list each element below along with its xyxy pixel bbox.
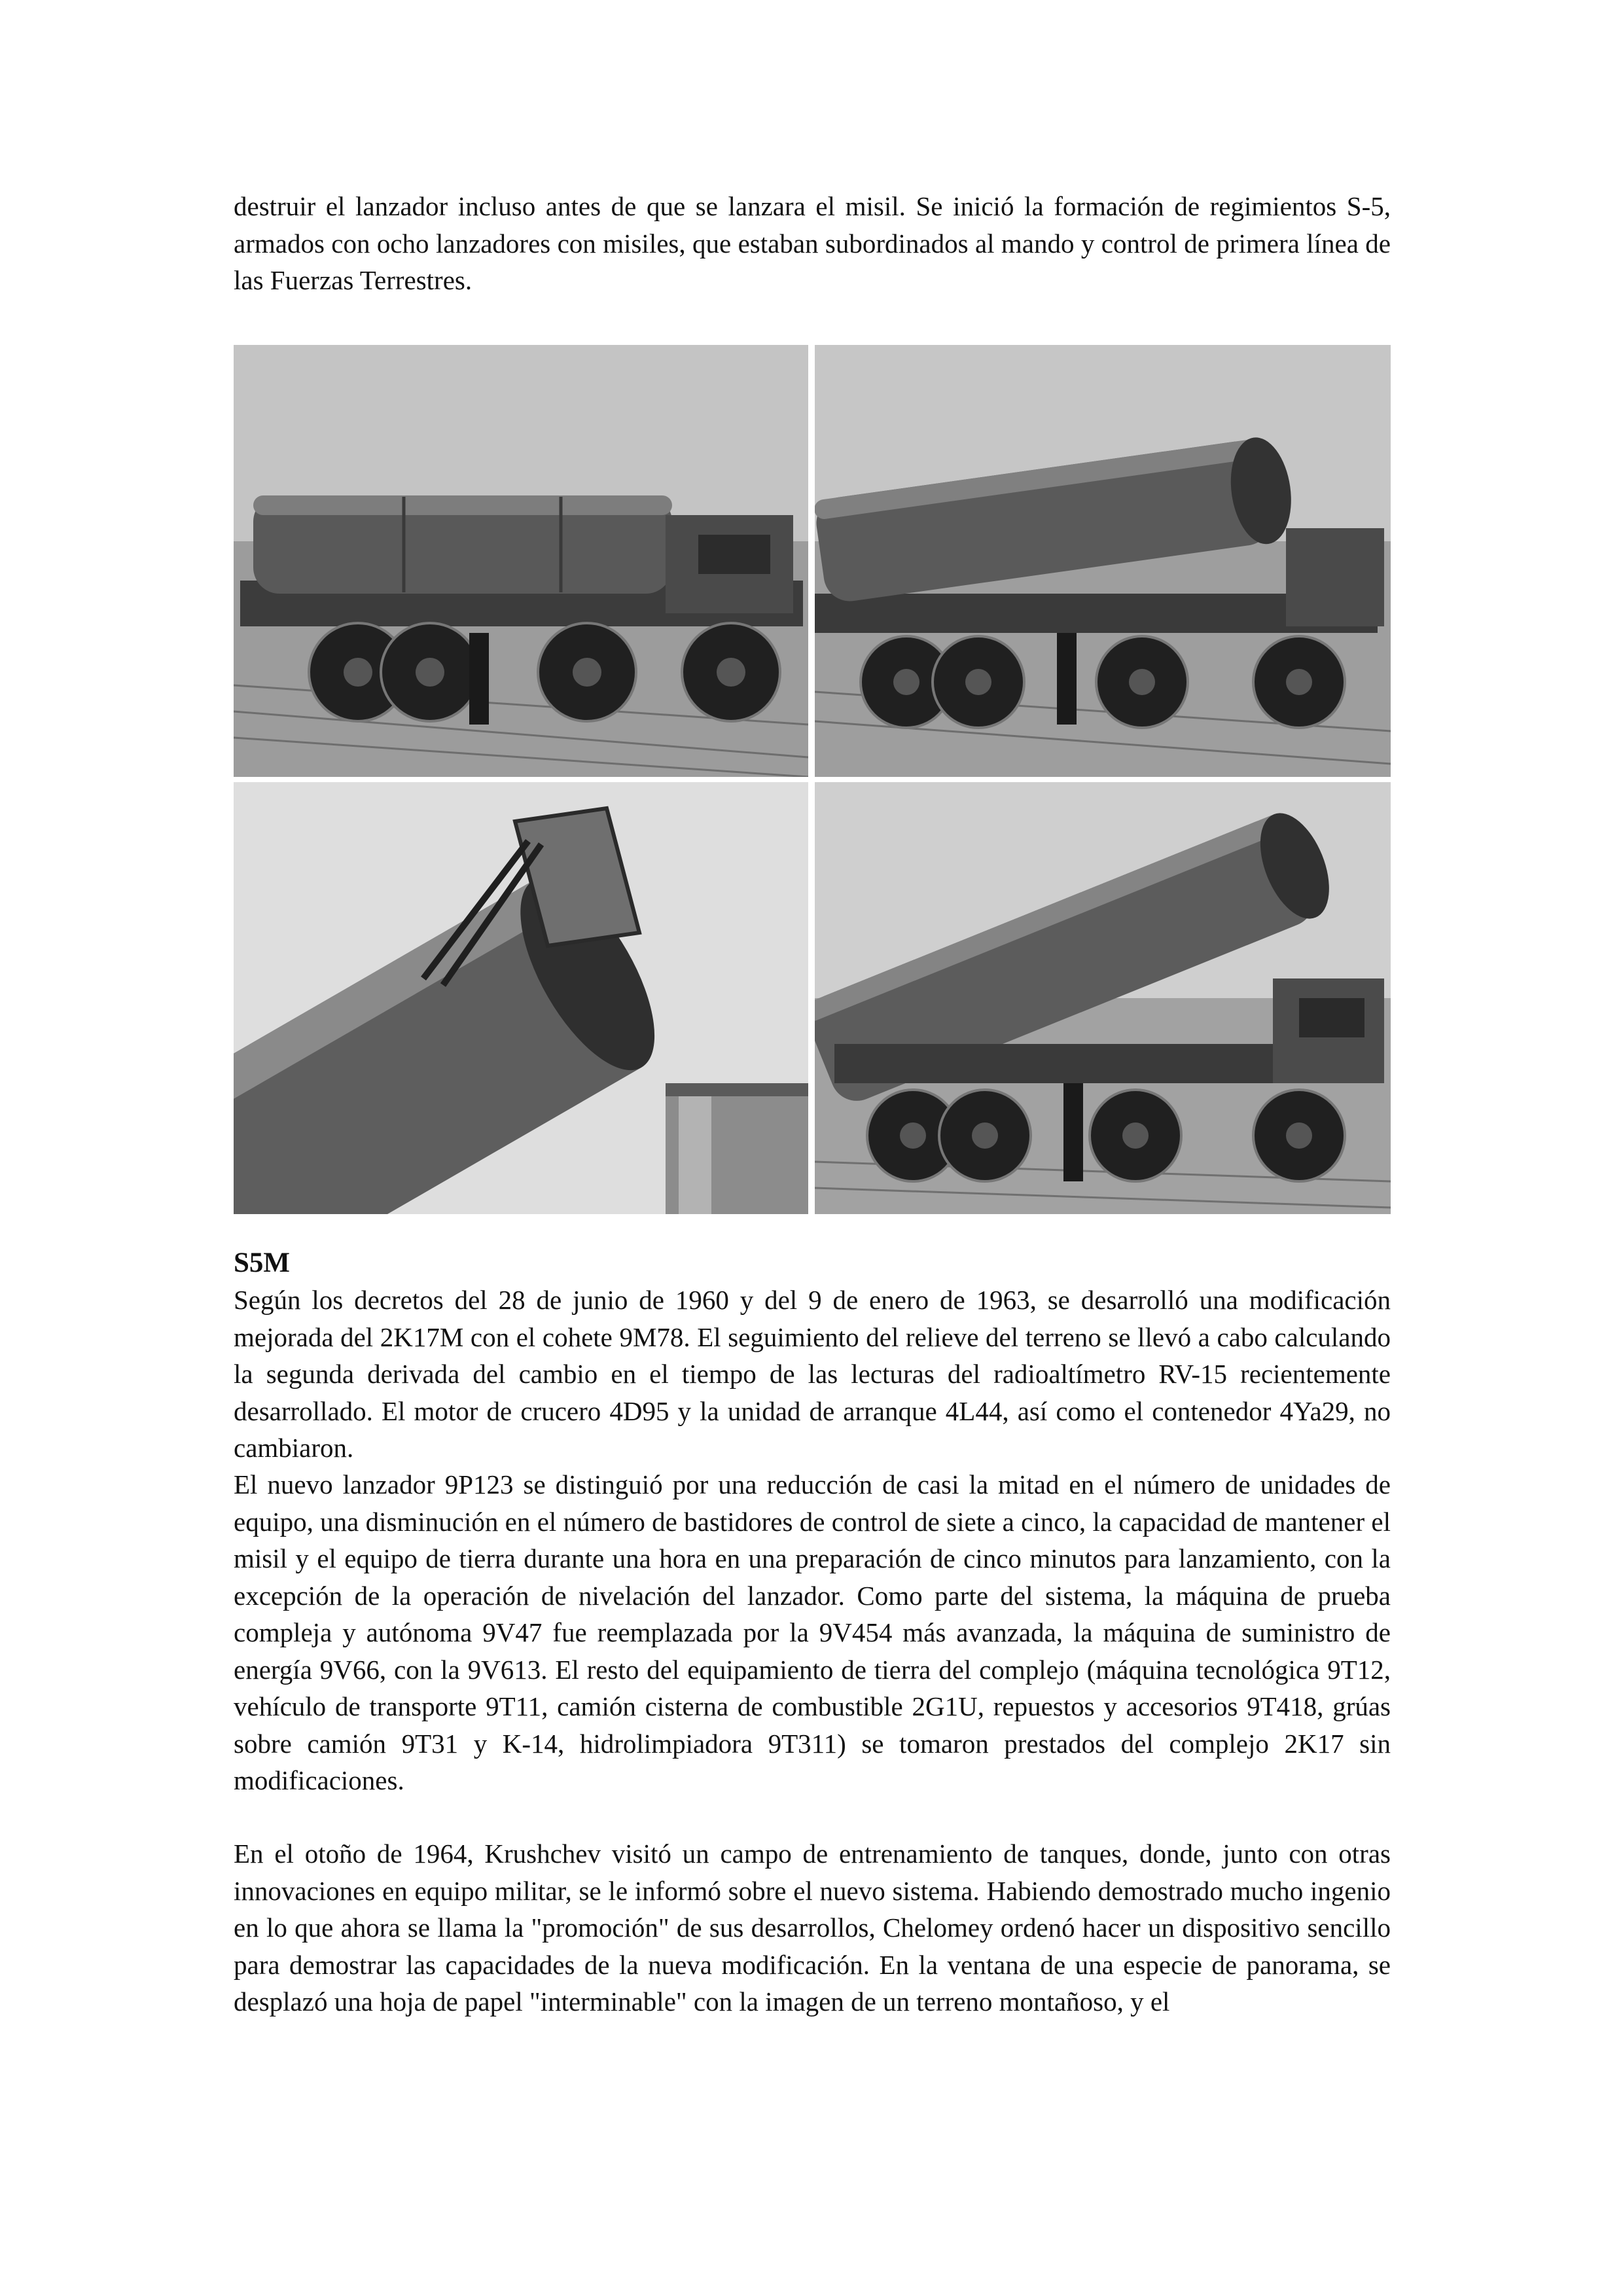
paragraph-krushchev: En el otoño de 1964, Krushchev visitó un campo de entrenamiento de tanques, donde, junto con otras innovaciones en equipo militar, se le informó sobre el nuevo sistema. Habiendo demostrado mucho ingenio en lo que ahora se llama la "promoción" de sus desarrollos, Chelomey ordenó hacer un dispositivo sencillo para demostrar las capacidades de la nueva modificación. En la ventana de una especie de panorama, se desplazó una hoja de papel "interminable" con la imagen de un terreno montañoso, y el xyxy=(234,1839,1391,2017)
paragraph-decrees: Según los decretos del 28 de junio de 1960 y del 9 de enero de 1963, se desarrolló una modificación mejorada del 2K17M con el cohete 9M78. El seguimiento del relieve del terreno se llevó a cabo calculando la segunda derivada del cambio en el tiempo de las lecturas del radioaltímetro RV-15 recientemente desarrollado. El motor de crucero 4D95 y la unidad de arranque 4L44, así como el contenedor 4Ya29, no cambiaron. xyxy=(234,1285,1391,1463)
section-heading: S5M xyxy=(234,1247,290,1278)
paragraph-intro: destruir el lanzador incluso antes de que se lanzara el misil. Se inició la formación de regimientos S-5, armados con ocho lanzadores con misiles, que estaban subordinados al mando y control de primera línea de las Fuerzas Terrestres. xyxy=(234,191,1391,295)
paragraph-launcher: El nuevo lanzador 9P123 se distinguió por una reducción de casi la mitad en el número de unidades de equipo, una disminución en el número de bastidores de control de siete a cinco, la capacidad de mantener el misil y el equipo de tierra durante una hora en una preparación de cinco minutos para lanzamiento, con la excepción de la operación de nivelación del lanzador. Como parte del sistema, la máquina de prueba compleja y autónoma 9V47 fue reemplazada por la 9V454 más avanzada, la máquina de suministro de energía 9V66, con la 9V613. El resto del equipamiento de tierra del complejo (máquina tecnológica 9T12, vehículo de transporte 9T11, camión cisterna de combustible 2G1U, repuestos y accesorios 9T418, grúas sobre camión 9T31 y K-14, hidrolimpiadora 9T311) se tomaron prestados del complejo 2K17 sin modificaciones. xyxy=(234,1469,1391,1795)
missile-launcher-truck-container-rising-photo xyxy=(815,345,1391,777)
missile-launcher-truck-stowed-photo xyxy=(234,345,808,777)
launcher-photo-figure xyxy=(234,345,1391,1214)
missile-launcher-truck-container-elevated-photo xyxy=(815,782,1391,1214)
missile-container-nose-closeup-photo xyxy=(234,782,808,1214)
